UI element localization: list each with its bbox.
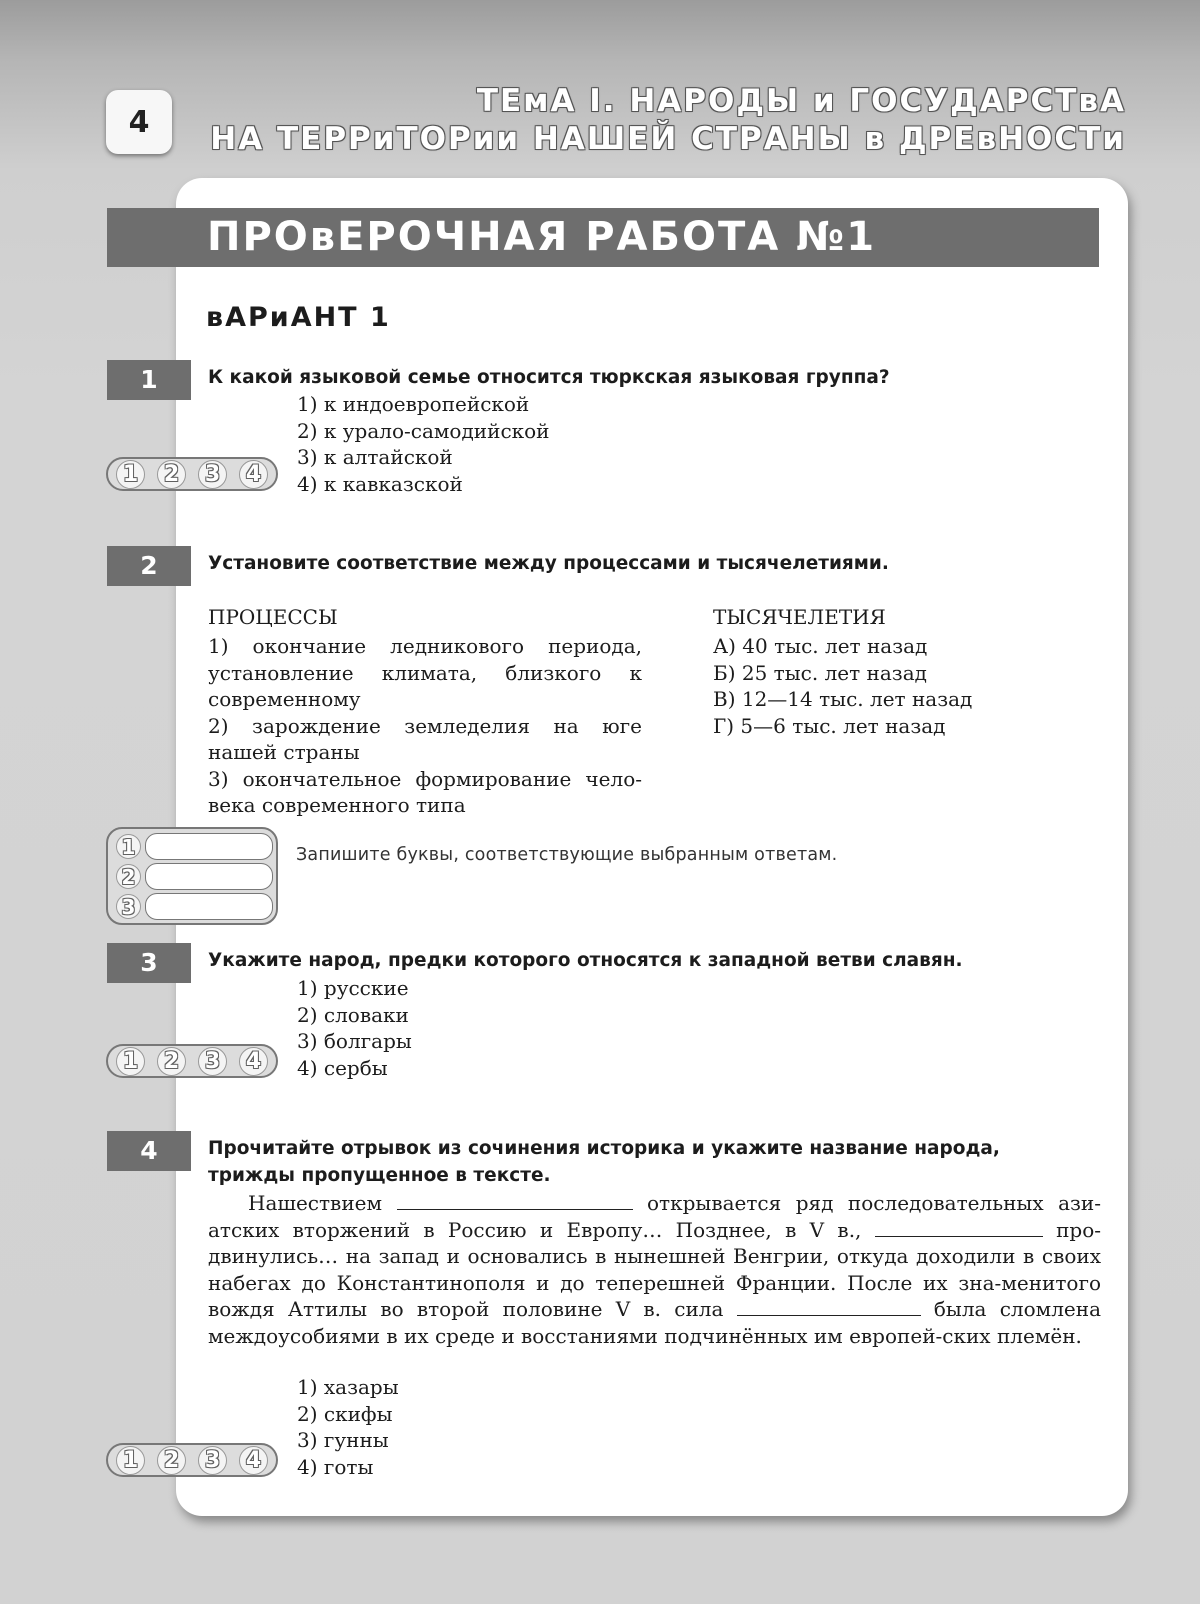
passage-part-3: про-двинулись… на запад и основались в нынешней Венгрии, откуда доходили в своих набегах до Константинополя и до теперешней Франции. После их зна-менитого вождя Аттилы во второй половине V в. сила (208, 1217, 1101, 1321)
q3-answer-choice-4[interactable]: 4 (239, 1047, 268, 1076)
question-4-text (208, 1135, 1000, 1189)
page-title: ПРОвЕРОЧНАЯ РАБОТА №1 (107, 208, 1099, 267)
q1-option-2: 2) к урало-самодийской (297, 418, 550, 443)
question-1-number: 1 (107, 360, 191, 400)
answer-row-number: 1 (116, 834, 141, 859)
q3-option-1: 1) русские (297, 976, 409, 1000)
q4-option-3: 3) гунны (297, 1428, 389, 1452)
passage-blank-3 (737, 1297, 921, 1316)
theme-heading (210, 82, 1126, 158)
answer-field-3[interactable] (145, 893, 273, 920)
q3-answer-choice-3[interactable]: 3 (198, 1047, 227, 1076)
q4-answer-choice-1[interactable]: 1 (116, 1446, 145, 1475)
q1-answer-choice-3[interactable]: 3 (198, 460, 227, 489)
q4-answer-choice-2[interactable]: 2 (157, 1446, 186, 1475)
question-1-text: К какой языковой семье относится тюркская языковая группа? (208, 367, 890, 388)
historian-passage (208, 1190, 1101, 1349)
q1-answer-choice-2[interactable]: 2 (157, 460, 186, 489)
q4-answer-choice-4[interactable]: 4 (239, 1446, 268, 1475)
millennium-item-b: Б) 25 тыс. лет назад (713, 660, 927, 685)
question-4-number: 4 (107, 1131, 191, 1171)
question-2-answer-grid (106, 827, 278, 925)
process-item-2: 2) зарождение земледелия на юге нашей страны (208, 713, 642, 764)
q4-answer-choice-3[interactable]: 3 (198, 1446, 227, 1475)
q1-answer-choice-4[interactable]: 4 (239, 460, 268, 489)
q3-answer-choice-1[interactable]: 1 (116, 1047, 145, 1076)
question-4-options (297, 1374, 399, 1480)
question-4-text-line-2: трижды пропущенное в тексте. (208, 1165, 551, 1186)
question-3-answer-selector (106, 1044, 278, 1078)
q3-option-3: 3) болгары (297, 1029, 412, 1053)
question-4-answer-selector (106, 1443, 278, 1477)
millennia-heading: ТЫСЯЧЕЛЕТИЯ (713, 605, 886, 629)
answer-row-2 (112, 864, 274, 890)
answer-row-number: 3 (116, 894, 141, 919)
passage-blank-2 (875, 1218, 1043, 1237)
answer-field-1[interactable] (145, 833, 273, 860)
variant-heading: вАРиАНТ 1 (206, 302, 391, 333)
q1-answer-choice-1[interactable]: 1 (116, 460, 145, 489)
answer-row-number: 2 (116, 864, 141, 889)
q3-answer-choice-2[interactable]: 2 (157, 1047, 186, 1076)
millennium-item-a: А) 40 тыс. лет назад (713, 634, 928, 658)
question-2-number: 2 (107, 546, 191, 586)
millennia-column (713, 604, 1013, 739)
q3-option-4: 4) сербы (297, 1055, 388, 1080)
question-3-text: Укажите народ, предки которого относятся к западной ветви славян. (208, 950, 963, 971)
processes-heading: ПРОЦЕССЫ (208, 605, 338, 629)
answer-row-1 (112, 834, 274, 860)
q4-option-2: 2) скифы (297, 1401, 393, 1426)
question-1-options (297, 391, 550, 497)
theme-line-1: ТЕмА I. НАРОДЫ и ГОСУДАРСТвА (476, 83, 1126, 119)
processes-column (208, 604, 642, 819)
page-number: 4 (106, 90, 172, 154)
process-item-3: 3) окончательное формирование чело-века современного типа (208, 766, 642, 817)
question-3-number: 3 (107, 943, 191, 983)
q4-option-1: 1) хазары (297, 1375, 399, 1399)
question-4-text-line-1: Прочитайте отрывок из сочинения историка и укажите название народа, (208, 1138, 1000, 1159)
question-1-answer-selector (106, 457, 278, 491)
process-item-1: 1) окончание ледникового периода, установление климата, близкого к современному (208, 634, 642, 711)
passage-part-1: Нашествием (248, 1191, 383, 1215)
answer-field-2[interactable] (145, 863, 273, 890)
passage-blank-1 (397, 1191, 633, 1210)
q1-option-4: 4) к кавказской (297, 471, 463, 496)
question-2-text: Установите соответствие между процессами и тысячелетиями. (208, 553, 889, 574)
millennium-item-c: В) 12—14 тыс. лет назад (713, 687, 973, 711)
passage-part-2: открывается ряд последовательных ази-атских вторжений в Россию и Европу… Позднее, в V в., (208, 1191, 1102, 1242)
theme-line-2: НА ТЕРРиТОРии НАШЕЙ СТРАНЫ в ДРЕвНОСТи (210, 121, 1126, 157)
question-3-options (297, 975, 412, 1081)
q4-option-4: 4) готы (297, 1454, 374, 1479)
millennium-item-d: Г) 5—6 тыс. лет назад (713, 713, 946, 738)
answer-row-3 (112, 894, 274, 920)
q3-option-2: 2) словаки (297, 1002, 409, 1027)
q1-option-3: 3) к алтайской (297, 445, 453, 469)
passage-part-4: была сломлена междоусобиями в их среде и восстаниями подчинённых им европей-ских племён. (208, 1297, 1102, 1348)
question-2-hint: Запишите буквы, соответствующие выбранным ответам. (296, 845, 838, 865)
q1-option-1: 1) к индоевропейской (297, 392, 530, 416)
